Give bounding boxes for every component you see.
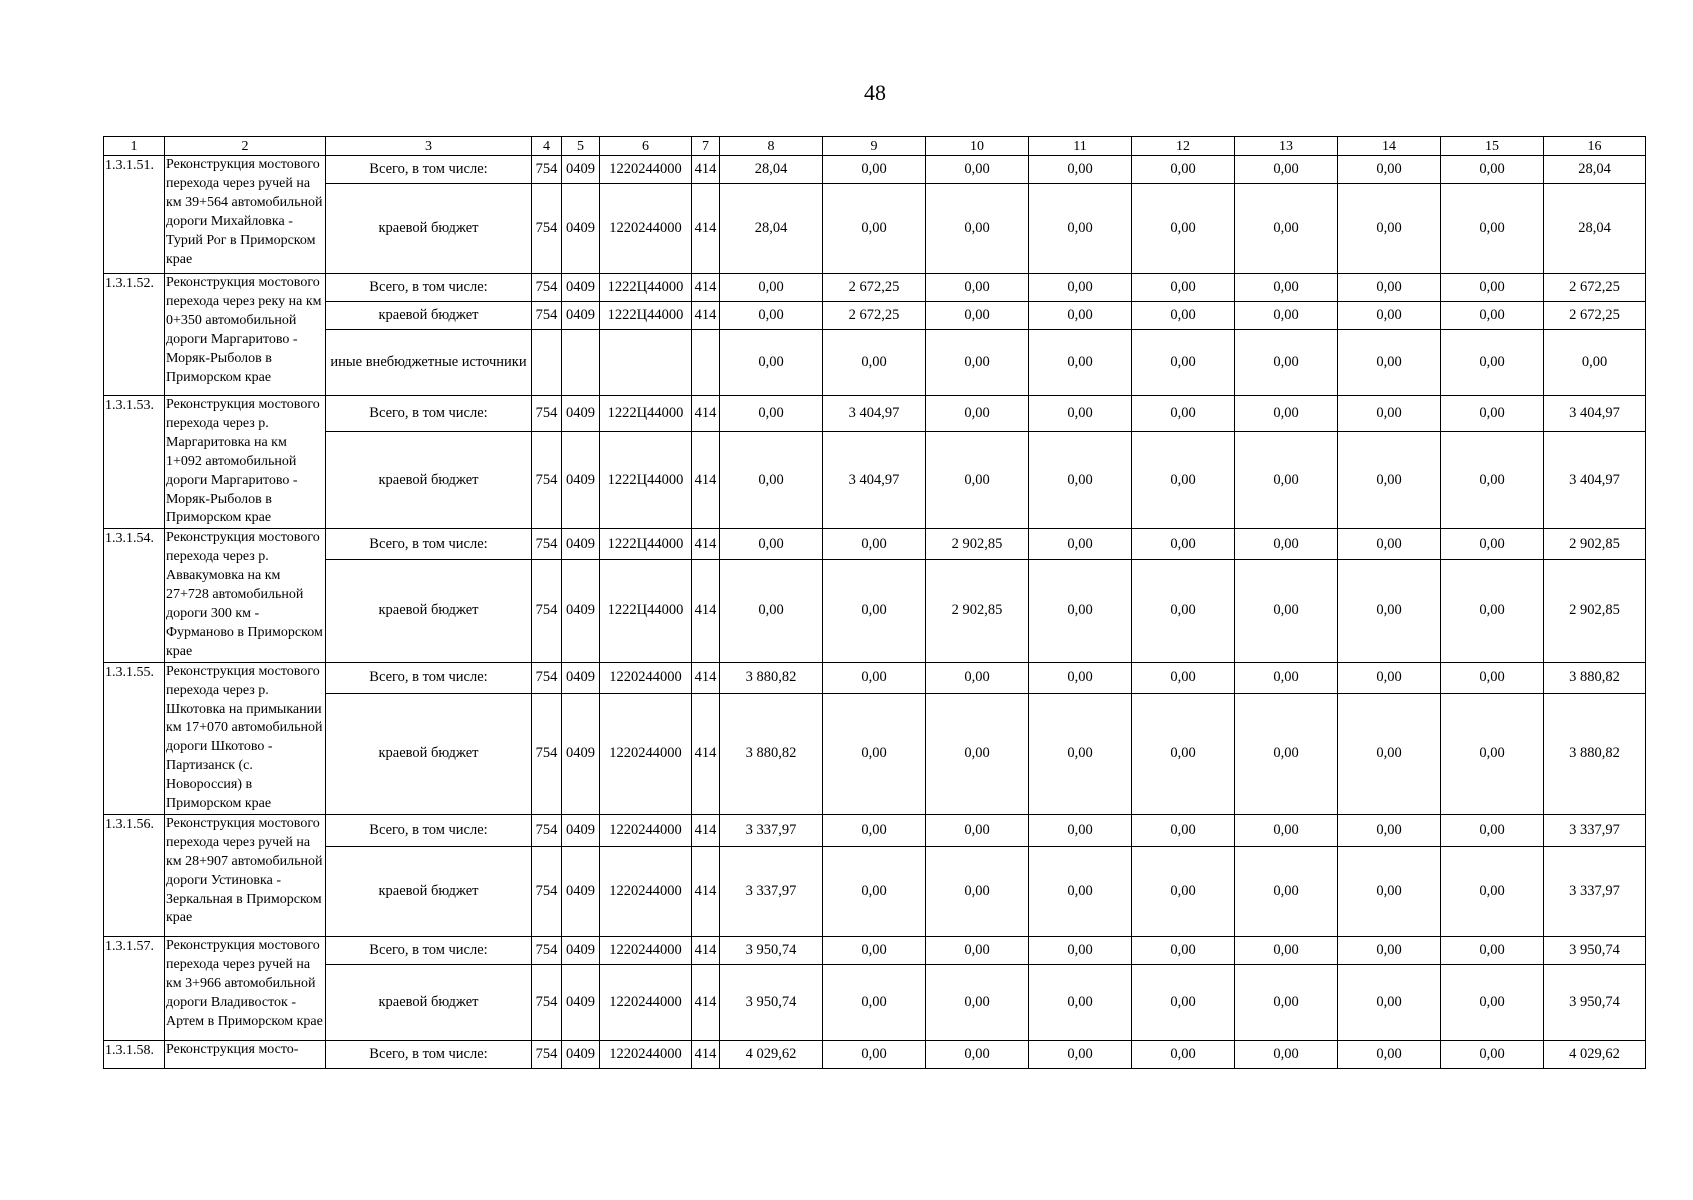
value-col-10: 0,00 xyxy=(926,693,1029,814)
value-col-13: 0,00 xyxy=(1235,431,1338,529)
value-col-10: 0,00 xyxy=(926,1040,1029,1068)
value-col-11: 0,00 xyxy=(1029,396,1132,432)
code-col-7: 414 xyxy=(692,846,720,936)
value-col-13: 0,00 xyxy=(1235,693,1338,814)
header-cell-13: 13 xyxy=(1235,137,1338,156)
code-col-7: 414 xyxy=(692,693,720,814)
value-col-8: 0,00 xyxy=(720,396,823,432)
value-col-13: 0,00 xyxy=(1235,814,1338,846)
funding-source: краевой бюджет xyxy=(326,431,532,529)
value-col-16: 2 902,85 xyxy=(1544,529,1646,560)
value-col-14: 0,00 xyxy=(1338,156,1441,184)
value-col-8: 4 029,62 xyxy=(720,1040,823,1068)
value-col-13: 0,00 xyxy=(1235,184,1338,274)
code-col-6: 1220244000 xyxy=(600,662,692,693)
table-row xyxy=(104,184,1646,274)
code-col-6: 1220244000 xyxy=(600,936,692,964)
value-col-13: 0,00 xyxy=(1235,964,1338,1040)
funding-source: краевой бюджет xyxy=(326,184,532,274)
value-col-16: 28,04 xyxy=(1544,184,1646,274)
value-col-9: 0,00 xyxy=(823,693,926,814)
value-col-10: 0,00 xyxy=(926,814,1029,846)
code-col-6 xyxy=(600,330,692,396)
header-cell-14: 14 xyxy=(1338,137,1441,156)
funding-source: иные внебюджетные источники xyxy=(326,330,532,396)
value-col-9: 0,00 xyxy=(823,529,926,560)
entry-index: 1.3.1.52. xyxy=(104,274,165,396)
value-col-14: 0,00 xyxy=(1338,964,1441,1040)
code-col-4: 754 xyxy=(532,184,562,274)
code-col-7: 414 xyxy=(692,662,720,693)
value-col-11: 0,00 xyxy=(1029,330,1132,396)
value-col-11: 0,00 xyxy=(1029,274,1132,302)
code-col-6: 1220244000 xyxy=(600,846,692,936)
value-col-9: 0,00 xyxy=(823,846,926,936)
code-col-6: 1220244000 xyxy=(600,156,692,184)
code-col-5: 0409 xyxy=(562,396,600,432)
value-col-9: 0,00 xyxy=(823,936,926,964)
value-col-9: 3 404,97 xyxy=(823,431,926,529)
code-col-6: 1222Ц44000 xyxy=(600,302,692,330)
value-col-13: 0,00 xyxy=(1235,529,1338,560)
value-col-14: 0,00 xyxy=(1338,184,1441,274)
value-col-12: 0,00 xyxy=(1132,814,1235,846)
code-col-5: 0409 xyxy=(562,964,600,1040)
code-col-6: 1220244000 xyxy=(600,184,692,274)
value-col-15: 0,00 xyxy=(1441,431,1544,529)
value-col-16: 3 337,97 xyxy=(1544,814,1646,846)
value-col-10: 0,00 xyxy=(926,274,1029,302)
code-col-4: 754 xyxy=(532,693,562,814)
header-cell-9: 9 xyxy=(823,137,926,156)
code-col-5: 0409 xyxy=(562,662,600,693)
code-col-5: 0409 xyxy=(562,184,600,274)
header-cell-15: 15 xyxy=(1441,137,1544,156)
table-row xyxy=(104,964,1646,1040)
code-col-5: 0409 xyxy=(562,274,600,302)
value-col-13: 0,00 xyxy=(1235,559,1338,662)
value-col-9: 0,00 xyxy=(823,156,926,184)
code-col-4: 754 xyxy=(532,274,562,302)
value-col-12: 0,00 xyxy=(1132,156,1235,184)
code-col-4: 754 xyxy=(532,156,562,184)
value-col-15: 0,00 xyxy=(1441,814,1544,846)
code-col-4: 754 xyxy=(532,662,562,693)
value-col-12: 0,00 xyxy=(1132,1040,1235,1068)
value-col-16: 4 029,62 xyxy=(1544,1040,1646,1068)
value-col-8: 0,00 xyxy=(720,529,823,560)
value-col-12: 0,00 xyxy=(1132,529,1235,560)
code-col-7: 414 xyxy=(692,396,720,432)
header-cell-11: 11 xyxy=(1029,137,1132,156)
budget-table xyxy=(103,136,1646,1069)
entry-index: 1.3.1.58. xyxy=(104,1040,165,1068)
value-col-11: 0,00 xyxy=(1029,846,1132,936)
value-col-9: 0,00 xyxy=(823,662,926,693)
value-col-12: 0,00 xyxy=(1132,302,1235,330)
entry-name: Реконструкция мостового перехода через ручей на км 28+907 автомобильной дороги Устиновка - Зеркальная в Приморском крае xyxy=(165,814,326,936)
value-col-16: 3 880,82 xyxy=(1544,693,1646,814)
table-row xyxy=(104,302,1646,330)
value-col-16: 3 950,74 xyxy=(1544,964,1646,1040)
value-col-8: 3 337,97 xyxy=(720,846,823,936)
value-col-8: 0,00 xyxy=(720,431,823,529)
value-col-8: 3 950,74 xyxy=(720,964,823,1040)
value-col-11: 0,00 xyxy=(1029,302,1132,330)
value-col-9: 0,00 xyxy=(823,1040,926,1068)
code-col-7: 414 xyxy=(692,559,720,662)
value-col-16: 3 337,97 xyxy=(1544,846,1646,936)
value-col-14: 0,00 xyxy=(1338,431,1441,529)
value-col-12: 0,00 xyxy=(1132,396,1235,432)
value-col-10: 0,00 xyxy=(926,662,1029,693)
value-col-9: 0,00 xyxy=(823,184,926,274)
value-col-11: 0,00 xyxy=(1029,156,1132,184)
value-col-15: 0,00 xyxy=(1441,184,1544,274)
entry-name: Реконструкция мостового перехода через р. Аввакумовка на км 27+728 автомобильной дороги 300 км - Фурманово в Приморском крае xyxy=(165,529,326,662)
value-col-8: 28,04 xyxy=(720,156,823,184)
value-col-11: 0,00 xyxy=(1029,964,1132,1040)
code-col-4: 754 xyxy=(532,529,562,560)
value-col-13: 0,00 xyxy=(1235,156,1338,184)
value-col-8: 0,00 xyxy=(720,559,823,662)
funding-source: краевой бюджет xyxy=(326,302,532,330)
value-col-10: 0,00 xyxy=(926,184,1029,274)
code-col-5: 0409 xyxy=(562,302,600,330)
code-col-6: 1222Ц44000 xyxy=(600,396,692,432)
value-col-12: 0,00 xyxy=(1132,184,1235,274)
value-col-8: 28,04 xyxy=(720,184,823,274)
code-col-7: 414 xyxy=(692,964,720,1040)
code-col-5 xyxy=(562,330,600,396)
table-row xyxy=(104,814,1646,846)
value-col-15: 0,00 xyxy=(1441,330,1544,396)
value-col-15: 0,00 xyxy=(1441,559,1544,662)
entry-index: 1.3.1.53. xyxy=(104,396,165,529)
page-number: 48 xyxy=(864,80,886,105)
value-col-15: 0,00 xyxy=(1441,274,1544,302)
code-col-6: 1222Ц44000 xyxy=(600,274,692,302)
funding-source: Всего, в том числе: xyxy=(326,274,532,302)
value-col-10: 0,00 xyxy=(926,964,1029,1040)
value-col-16: 3 404,97 xyxy=(1544,431,1646,529)
value-col-11: 0,00 xyxy=(1029,559,1132,662)
code-col-4: 754 xyxy=(532,936,562,964)
code-col-4: 754 xyxy=(532,814,562,846)
entry-name: Реконструкция мостового перехода через р. Шкотовка на примыкании км 17+070 автомобильной дороги Шкотово - Партизанск (с. Новороссия) в Приморском крае xyxy=(165,662,326,814)
value-col-11: 0,00 xyxy=(1029,1040,1132,1068)
code-col-6: 1220244000 xyxy=(600,1040,692,1068)
code-col-6: 1222Ц44000 xyxy=(600,529,692,560)
table-row xyxy=(104,330,1646,396)
code-col-7: 414 xyxy=(692,156,720,184)
value-col-9: 0,00 xyxy=(823,559,926,662)
code-col-5: 0409 xyxy=(562,693,600,814)
header-cell-2: 2 xyxy=(165,137,326,156)
header-row xyxy=(104,137,1646,156)
value-col-16: 2 672,25 xyxy=(1544,302,1646,330)
value-col-10: 0,00 xyxy=(926,936,1029,964)
entry-index: 1.3.1.55. xyxy=(104,662,165,814)
header-cell-1: 1 xyxy=(104,137,165,156)
code-col-4 xyxy=(532,330,562,396)
value-col-15: 0,00 xyxy=(1441,662,1544,693)
code-col-4: 754 xyxy=(532,846,562,936)
entry-name: Реконструкция мостового перехода через реку на км 0+350 автомобильной дороги Маргаритово - Моряк-Рыболов в Приморском крае xyxy=(165,274,326,396)
value-col-9: 0,00 xyxy=(823,964,926,1040)
value-col-12: 0,00 xyxy=(1132,693,1235,814)
value-col-12: 0,00 xyxy=(1132,431,1235,529)
value-col-14: 0,00 xyxy=(1338,814,1441,846)
value-col-13: 0,00 xyxy=(1235,662,1338,693)
header-cell-10: 10 xyxy=(926,137,1029,156)
value-col-11: 0,00 xyxy=(1029,693,1132,814)
value-col-14: 0,00 xyxy=(1338,693,1441,814)
code-col-5: 0409 xyxy=(562,814,600,846)
value-col-10: 0,00 xyxy=(926,156,1029,184)
code-col-5: 0409 xyxy=(562,431,600,529)
funding-source: Всего, в том числе: xyxy=(326,529,532,560)
table-row xyxy=(104,662,1646,693)
entry-name: Реконструкция мосто- xyxy=(165,1040,326,1068)
entry-index: 1.3.1.57. xyxy=(104,936,165,1040)
value-col-14: 0,00 xyxy=(1338,302,1441,330)
value-col-14: 0,00 xyxy=(1338,1040,1441,1068)
table-row xyxy=(104,431,1646,529)
value-col-15: 0,00 xyxy=(1441,529,1544,560)
value-col-14: 0,00 xyxy=(1338,330,1441,396)
header-cell-12: 12 xyxy=(1132,137,1235,156)
value-col-16: 3 950,74 xyxy=(1544,936,1646,964)
value-col-14: 0,00 xyxy=(1338,846,1441,936)
value-col-16: 2 672,25 xyxy=(1544,274,1646,302)
value-col-13: 0,00 xyxy=(1235,302,1338,330)
value-col-8: 3 880,82 xyxy=(720,693,823,814)
entry-index: 1.3.1.54. xyxy=(104,529,165,662)
table-row xyxy=(104,156,1646,184)
code-col-7: 414 xyxy=(692,431,720,529)
funding-source: Всего, в том числе: xyxy=(326,396,532,432)
code-col-4: 754 xyxy=(532,1040,562,1068)
value-col-15: 0,00 xyxy=(1441,156,1544,184)
value-col-13: 0,00 xyxy=(1235,330,1338,396)
code-col-5: 0409 xyxy=(562,846,600,936)
value-col-15: 0,00 xyxy=(1441,936,1544,964)
table-row xyxy=(104,936,1646,964)
value-col-11: 0,00 xyxy=(1029,184,1132,274)
value-col-11: 0,00 xyxy=(1029,936,1132,964)
value-col-9: 2 672,25 xyxy=(823,302,926,330)
code-col-4: 754 xyxy=(532,396,562,432)
header-cell-8: 8 xyxy=(720,137,823,156)
value-col-13: 0,00 xyxy=(1235,396,1338,432)
value-col-12: 0,00 xyxy=(1132,330,1235,396)
value-col-15: 0,00 xyxy=(1441,302,1544,330)
value-col-12: 0,00 xyxy=(1132,662,1235,693)
value-col-13: 0,00 xyxy=(1235,1040,1338,1068)
funding-source: краевой бюджет xyxy=(326,964,532,1040)
value-col-16: 3 880,82 xyxy=(1544,662,1646,693)
value-col-13: 0,00 xyxy=(1235,936,1338,964)
entry-index: 1.3.1.51. xyxy=(104,156,165,274)
table-row xyxy=(104,396,1646,432)
code-col-6: 1222Ц44000 xyxy=(600,431,692,529)
value-col-8: 3 337,97 xyxy=(720,814,823,846)
value-col-16: 2 902,85 xyxy=(1544,559,1646,662)
code-col-7: 414 xyxy=(692,529,720,560)
value-col-12: 0,00 xyxy=(1132,559,1235,662)
code-col-6: 1222Ц44000 xyxy=(600,559,692,662)
code-col-7: 414 xyxy=(692,302,720,330)
code-col-7: 414 xyxy=(692,274,720,302)
value-col-14: 0,00 xyxy=(1338,529,1441,560)
value-col-16: 28,04 xyxy=(1544,156,1646,184)
value-col-9: 0,00 xyxy=(823,814,926,846)
value-col-14: 0,00 xyxy=(1338,662,1441,693)
value-col-11: 0,00 xyxy=(1029,431,1132,529)
entry-name: Реконструкция мостового перехода через р. Маргаритовка на км 1+092 автомобильной дороги Маргаритово - Моряк-Рыболов в Приморском крае xyxy=(165,396,326,529)
header-cell-16: 16 xyxy=(1544,137,1646,156)
funding-source: краевой бюджет xyxy=(326,693,532,814)
code-col-6: 1220244000 xyxy=(600,693,692,814)
funding-source: Всего, в том числе: xyxy=(326,1040,532,1068)
code-col-7: 414 xyxy=(692,814,720,846)
entry-name: Реконструкция мостового перехода через ручей на км 39+564 автомобильной дороги Михайловка - Турий Рог в Приморском крае xyxy=(165,156,326,274)
table-row xyxy=(104,274,1646,302)
value-col-12: 0,00 xyxy=(1132,274,1235,302)
code-col-7: 414 xyxy=(692,1040,720,1068)
value-col-12: 0,00 xyxy=(1132,846,1235,936)
value-col-8: 0,00 xyxy=(720,302,823,330)
code-col-4: 754 xyxy=(532,559,562,662)
code-col-4: 754 xyxy=(532,964,562,1040)
code-col-5: 0409 xyxy=(562,1040,600,1068)
table-row xyxy=(104,559,1646,662)
header-cell-3: 3 xyxy=(326,137,532,156)
value-col-10: 0,00 xyxy=(926,302,1029,330)
entry-name: Реконструкция мостового перехода через ручей на км 3+966 автомобильной дороги Владивосток - Артем в Приморском крае xyxy=(165,936,326,1040)
value-col-12: 0,00 xyxy=(1132,936,1235,964)
code-col-4: 754 xyxy=(532,302,562,330)
code-col-6: 1220244000 xyxy=(600,814,692,846)
value-col-12: 0,00 xyxy=(1132,964,1235,1040)
funding-source: краевой бюджет xyxy=(326,846,532,936)
value-col-15: 0,00 xyxy=(1441,964,1544,1040)
value-col-15: 0,00 xyxy=(1441,396,1544,432)
value-col-11: 0,00 xyxy=(1029,814,1132,846)
value-col-13: 0,00 xyxy=(1235,846,1338,936)
funding-source: Всего, в том числе: xyxy=(326,814,532,846)
value-col-9: 2 672,25 xyxy=(823,274,926,302)
code-col-5: 0409 xyxy=(562,559,600,662)
value-col-8: 0,00 xyxy=(720,330,823,396)
value-col-15: 0,00 xyxy=(1441,1040,1544,1068)
value-col-11: 0,00 xyxy=(1029,529,1132,560)
value-col-10: 0,00 xyxy=(926,846,1029,936)
value-col-10: 0,00 xyxy=(926,396,1029,432)
value-col-14: 0,00 xyxy=(1338,936,1441,964)
funding-source: Всего, в том числе: xyxy=(326,662,532,693)
funding-source: Всего, в том числе: xyxy=(326,156,532,184)
value-col-8: 0,00 xyxy=(720,274,823,302)
value-col-14: 0,00 xyxy=(1338,559,1441,662)
code-col-4: 754 xyxy=(532,431,562,529)
value-col-8: 3 880,82 xyxy=(720,662,823,693)
header-cell-5: 5 xyxy=(562,137,600,156)
value-col-11: 0,00 xyxy=(1029,662,1132,693)
value-col-10: 2 902,85 xyxy=(926,559,1029,662)
header-cell-6: 6 xyxy=(600,137,692,156)
value-col-10: 0,00 xyxy=(926,431,1029,529)
code-col-7: 414 xyxy=(692,184,720,274)
value-col-14: 0,00 xyxy=(1338,396,1441,432)
value-col-10: 2 902,85 xyxy=(926,529,1029,560)
header-cell-7: 7 xyxy=(692,137,720,156)
entry-index: 1.3.1.56. xyxy=(104,814,165,936)
table-row xyxy=(104,529,1646,560)
value-col-16: 0,00 xyxy=(1544,330,1646,396)
value-col-8: 3 950,74 xyxy=(720,936,823,964)
funding-source: Всего, в том числе: xyxy=(326,936,532,964)
value-col-10: 0,00 xyxy=(926,330,1029,396)
header-cell-4: 4 xyxy=(532,137,562,156)
value-col-16: 3 404,97 xyxy=(1544,396,1646,432)
code-col-5: 0409 xyxy=(562,156,600,184)
table-row xyxy=(104,1040,1646,1068)
code-col-5: 0409 xyxy=(562,936,600,964)
funding-source: краевой бюджет xyxy=(326,559,532,662)
code-col-7 xyxy=(692,330,720,396)
value-col-9: 3 404,97 xyxy=(823,396,926,432)
code-col-5: 0409 xyxy=(562,529,600,560)
table-row xyxy=(104,846,1646,936)
value-col-13: 0,00 xyxy=(1235,274,1338,302)
code-col-6: 1220244000 xyxy=(600,964,692,1040)
value-col-9: 0,00 xyxy=(823,330,926,396)
value-col-14: 0,00 xyxy=(1338,274,1441,302)
value-col-15: 0,00 xyxy=(1441,846,1544,936)
code-col-7: 414 xyxy=(692,936,720,964)
table-row xyxy=(104,693,1646,814)
value-col-15: 0,00 xyxy=(1441,693,1544,814)
